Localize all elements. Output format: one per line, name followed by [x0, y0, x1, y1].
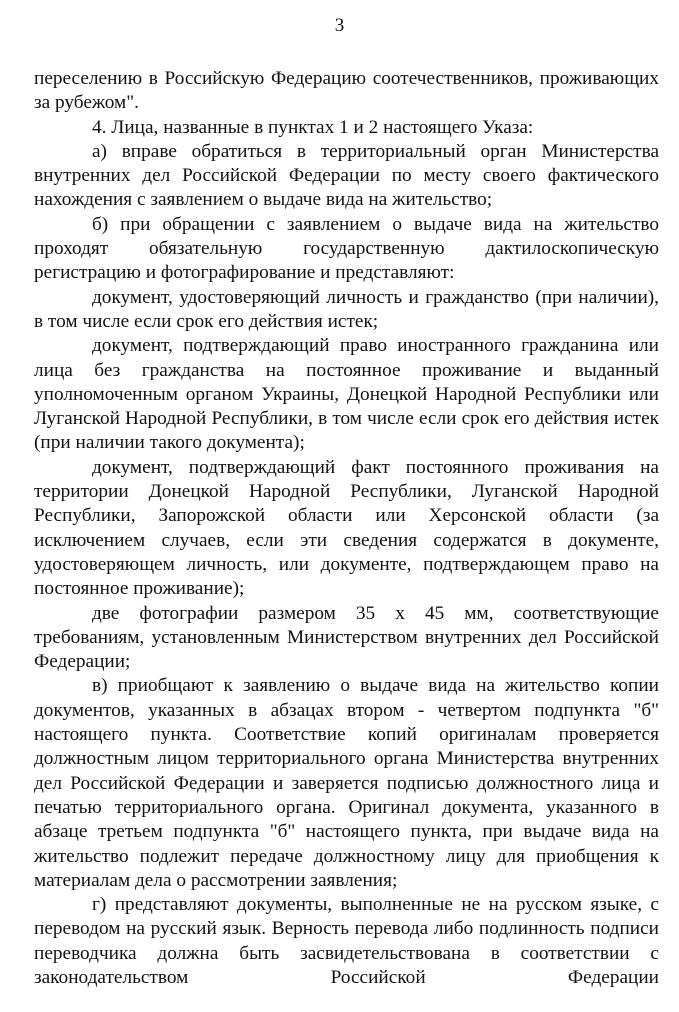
page-number: 3 [334, 15, 345, 36]
paragraph-item-4: 4. Лица, названные в пунктах 1 и 2 настоящего Указа: [92, 116, 534, 138]
paragraph-residence-fact-document: документ, подтверждающий факт постоянного проживания на территории Донецкой Народной Республики, Луганской Народной Республики, Запорожской области или Херсонской области (за исключением случаев, если эти сведения содержатся в документе, удостоверяющем личность, или документе, подтверждающем право на постоянное проживание); [34, 456, 659, 600]
paragraph-continuation: переселению в Российскую Федерацию соотечественников, проживающих за рубежом". [34, 68, 659, 114]
paragraph-subitem-b: б) при обращении с заявлением о выдаче вида на жительство проходят обязательную государственную дактилоскопическую регистрацию и фотографирование и представляют: [34, 213, 659, 284]
paragraph-identity-document: документ, удостоверяющий личность и гражданство (при наличии), в том числе если срок его действия истек; [34, 286, 659, 332]
document-body [34, 67, 659, 990]
paragraph-subitem-g: г) представляют документы, выполненные не на русском языке, с переводом на русский язык. Верность перевода либо подлинность подписи переводчика должна быть засвидетельствована в соответствии с законодательством Российской Федерации [34, 894, 659, 988]
paragraph-subitem-a: а) вправе обратиться в территориальный орган Министерства внутренних дел Российской Федерации по месту своего фактического нахождения с заявлением о выдаче вида на жительство; [34, 140, 659, 211]
paragraph-residence-right-document: документ, подтверждающий право иностранного гражданина или лица без гражданства на постоянное проживание и выданный уполномоченным органом Украины, Донецкой Народной Республики или Луганской Народной Республики, в том числе если срок его действия истек (при наличии такого документа); [34, 335, 659, 454]
paragraph-subitem-v: в) приобщают к заявлению о выдаче вида на жительство копии документов, указанных в абзацах втором - четвертом подпункта "б" настоящего пункта. Соответствие копий оригиналам проверяется должностным лицом территориального органа Министерства внутренних дел Российской Федерации и заверяется подписью должностного лица и печатью территориального органа. Оригинал документа, указанного в абзаце третьем подпункта "б" настоящего пункта, при выдаче вида на жительство подлежит передаче должностному лицу для приобщения к материалам дела о рассмотрении заявления; [34, 675, 659, 891]
paragraph-photographs: две фотографии размером 35 х 45 мм, соответствующие требованиям, установленным Министерством внутренних дел Российской Федерации; [34, 602, 659, 673]
